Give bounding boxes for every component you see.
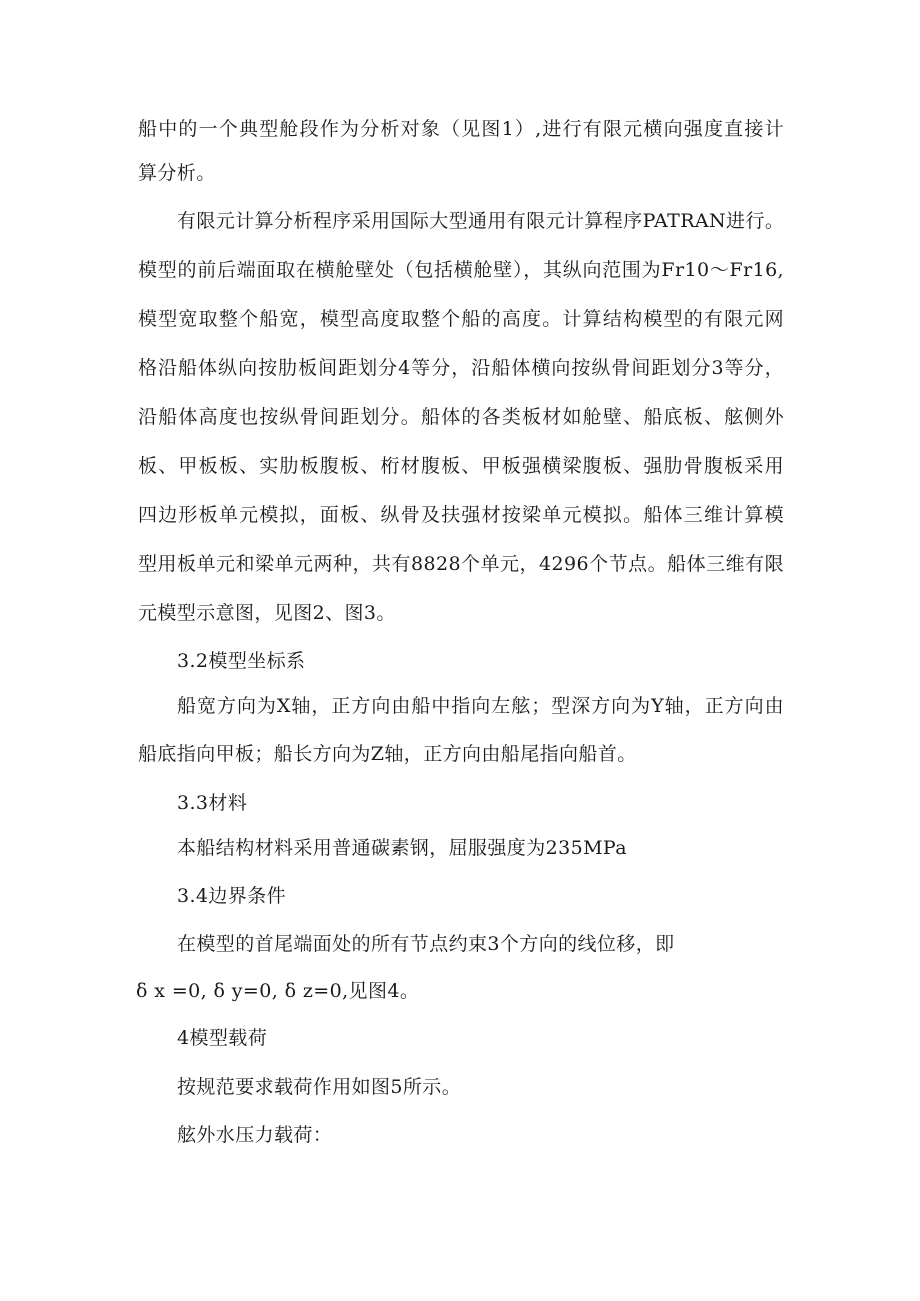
section-heading: 3.3材料 — [177, 792, 248, 814]
paragraph-line: 型用板单元和梁单元两种，共有8828个单元，4296个节点。船体三维有限 — [138, 553, 784, 575]
paragraph-line: 船中的一个典型舱段作为分析对象（见图1）,进行有限元横向强度直接计 — [138, 118, 784, 140]
paragraph-line: 板、甲板板、实肋板腹板、桁材腹板、甲板强横梁腹板、强肋骨腹板采用 — [138, 455, 784, 477]
formula-line: δ x =0, δ y=0, δ z=0,见图4。 — [136, 980, 420, 1002]
paragraph-line: 本船结构材料采用普通碳素钢，屈服强度为235MPa — [177, 837, 627, 859]
paragraph-line: 舷外水压力载荷： — [177, 1124, 333, 1146]
paragraph-line: 有限元计算分析程序采用国际大型通用有限元计算程序PATRAN进行。 — [177, 210, 785, 232]
section-heading: 4模型载荷 — [177, 1027, 268, 1049]
section-heading: 3.4边界条件 — [177, 885, 287, 907]
paragraph-line: 格沿船体纵向按肋板间距划分4等分，沿船体横向按纵骨间距划分3等分， — [138, 357, 784, 379]
section-heading: 3.2模型坐标系 — [177, 650, 306, 672]
paragraph-line: 四边形板单元模拟，面板、纵骨及扶强材按梁单元模拟。船体三维计算模 — [138, 504, 784, 526]
paragraph-line: 沿船体高度也按纵骨间距划分。船体的各类板材如舱壁、船底板、舷侧外 — [138, 406, 784, 428]
paragraph-line: 元模型示意图，见图2、图3。 — [138, 602, 396, 624]
paragraph-line: 按规范要求载荷作用如图5所示。 — [177, 1076, 462, 1098]
paragraph-line: 模型的前后端面取在横舱壁处（包括横舱壁），其纵向范围为Fr10～Fr16, — [138, 259, 784, 281]
paragraph-line: 算分析。 — [138, 162, 216, 184]
paragraph-line: 船宽方向为X轴，正方向由船中指向左舷；型深方向为Y轴，正方向由 — [177, 695, 784, 717]
paragraph-line: 模型宽取整个船宽，模型高度取整个船的高度。计算结构模型的有限元网 — [138, 308, 784, 330]
paragraph-line: 船底指向甲板；船长方向为Z轴，正方向由船尾指向船首。 — [138, 743, 637, 765]
paragraph-line: 在模型的首尾端面处的所有节点约束3个方向的线位移，即 — [177, 933, 675, 955]
